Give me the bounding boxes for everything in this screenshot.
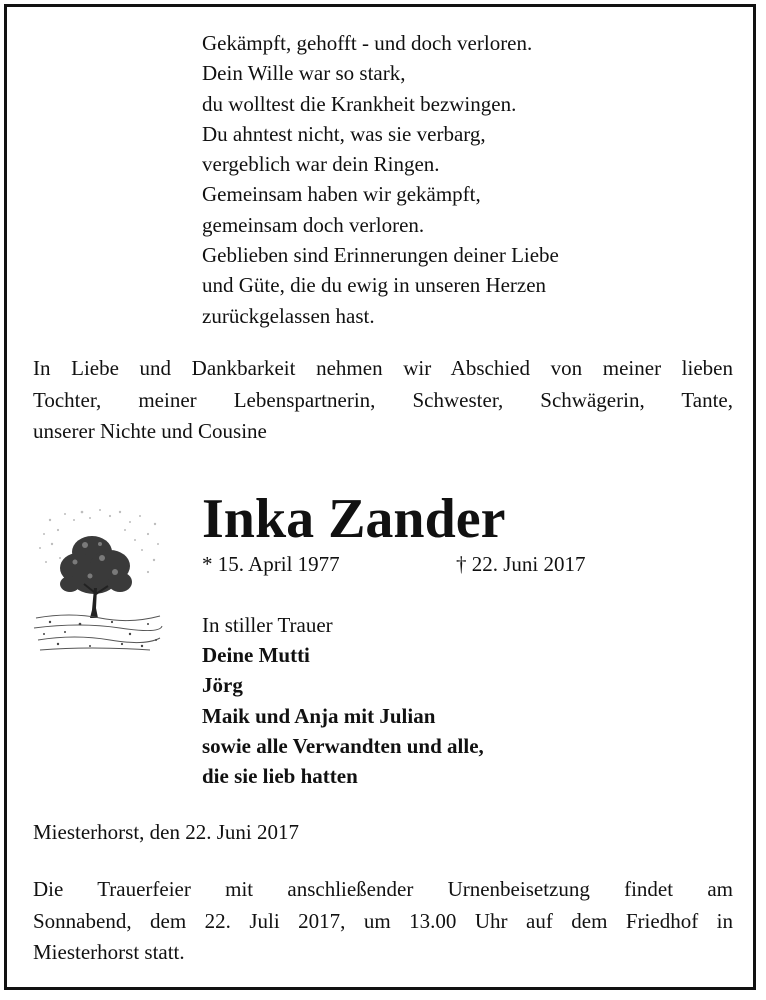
mourner-name: die sie lieb hatten [202,763,358,788]
funeral-line: Sonnabend, dem 22. Juli 2017, um 13.00 Uhr auf dem Friedhof in [33,908,733,933]
funeral-line: Miesterhorst statt. [33,940,185,964]
funeral-info [33,874,733,969]
poem-line: vergeblich war dein Ringen. [202,152,440,177]
birth-date: * 15. April 1977 [202,552,340,576]
intro-line: unserer Nichte und Cousine [33,419,267,443]
mourner-name: Deine Mutti [202,643,310,668]
tree-illustration-icon [30,500,165,660]
mourner-name: Jörg [202,673,243,698]
intro-line: In Liebe und Dankbarkeit nehmen wir Abschied von meiner lieben [33,356,733,380]
poem-line: Dein Wille war so stark, [202,61,406,86]
mourners-block [202,610,484,791]
poem-line: Gemeinsam haben wir gekämpft, [202,182,481,207]
poem-line: Du ahntest nicht, was sie verbarg, [202,121,486,146]
place-date: Miesterhorst, den 22. Juni 2017 [33,820,299,844]
poem-line: Gekämpft, gehofft - und doch verloren. [202,31,533,55]
poem-line: du wolltest die Krankheit bezwingen. [202,91,517,116]
mourners-heading: In stiller Trauer [202,613,333,637]
death-date: † 22. Juni 2017 [456,552,586,576]
poem [202,28,559,331]
funeral-line: Die Trauerfeier mit anschließender Urnenbeisetzung findet am [33,877,733,901]
mourner-name: sowie alle Verwandten und alle, [202,733,484,758]
mourner-name: Maik und Anja mit Julian [202,703,436,728]
poem-line: Geblieben sind Erinnerungen deiner Liebe [202,243,559,268]
poem-line: gemeinsam doch verloren. [202,212,425,237]
intro-line: Tochter, meiner Lebenspartnerin, Schwester, Schwägerin, Tante, [33,387,733,412]
deceased-name: Inka Zander [202,488,506,550]
intro-paragraph [33,353,733,448]
poem-line: und Güte, die du ewig in unseren Herzen [202,273,547,298]
poem-line: zurückgelassen hast. [202,303,375,328]
